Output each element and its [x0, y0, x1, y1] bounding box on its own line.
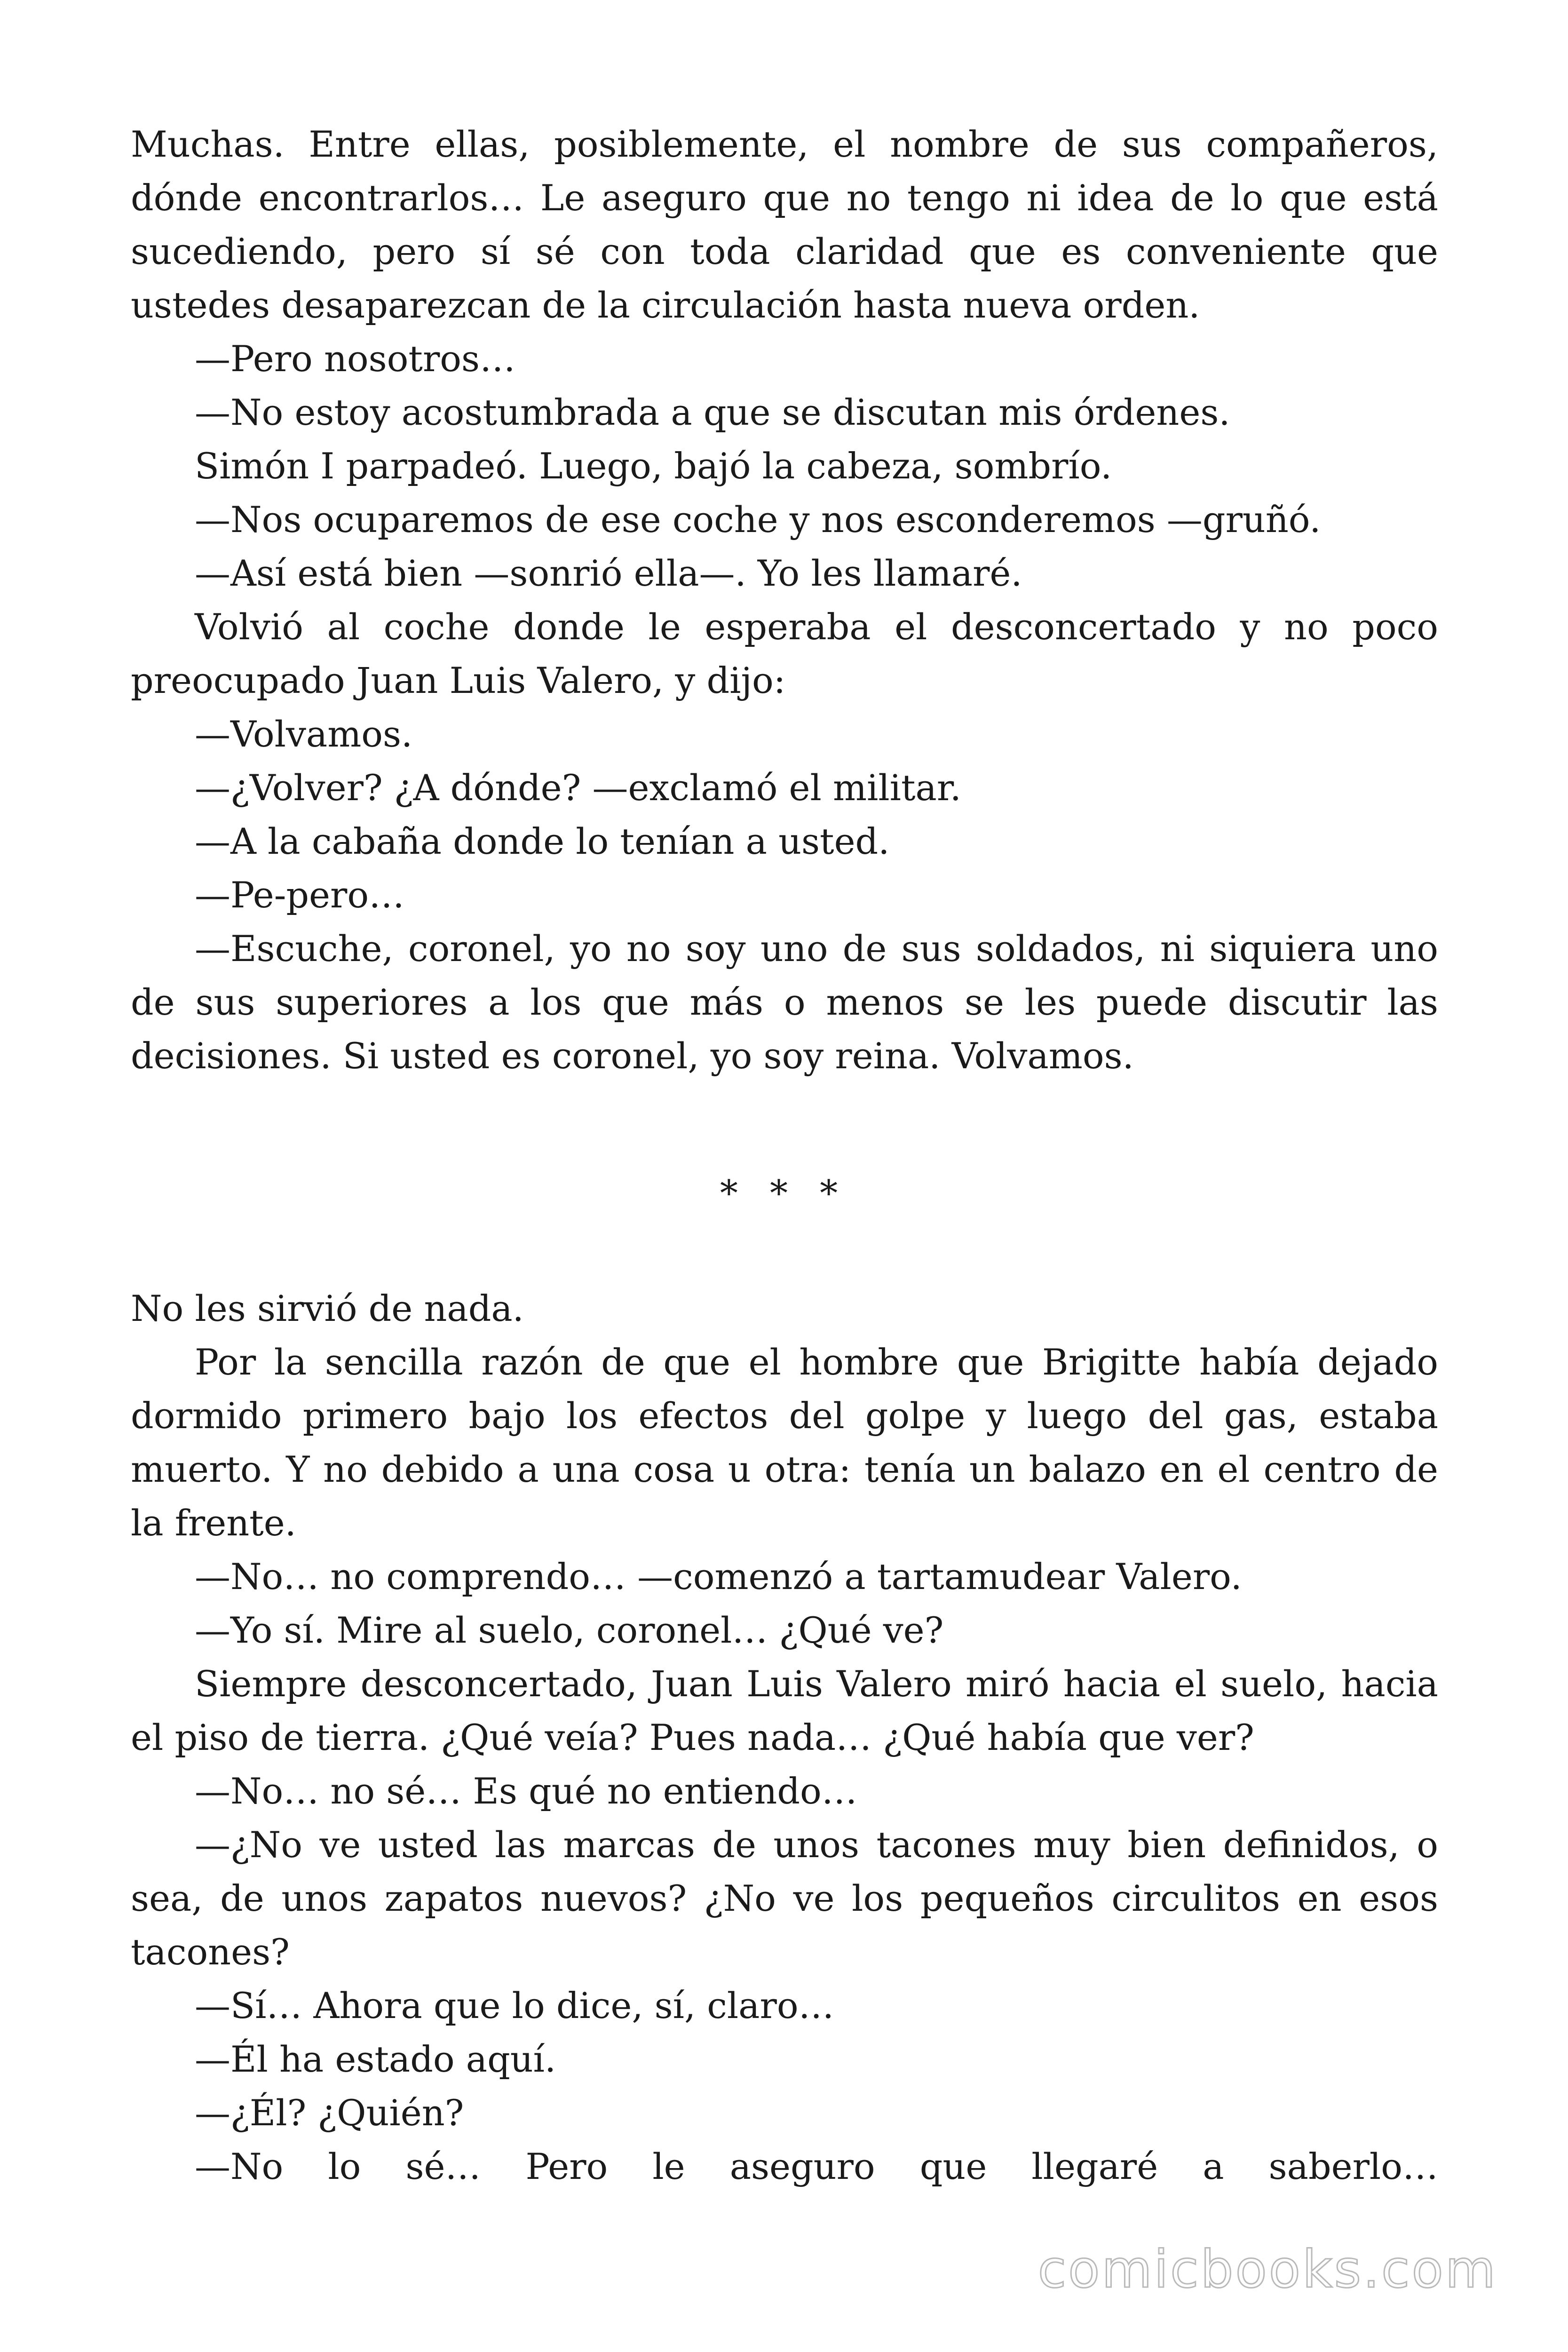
scene-break-separator: * * *: [720, 1172, 848, 1214]
dialogue-line: —¿No ve usted las marcas de unos tacones muy bien definidos, o sea, de unos zapatos nuevos? ¿No ve los pequeños circulitos en esos tacones?: [131, 1824, 1438, 1973]
dialogue-line: —¿Él? ¿Quién?: [195, 2092, 464, 2134]
watermark-logo: comicbooks.com: [1037, 2239, 1497, 2299]
paragraph: Volvió al coche donde le esperaba el desconcertado y no poco preocupado Juan Luis Valero, y dijo:: [131, 606, 1438, 701]
dialogue-line: —Escuche, coronel, yo no soy uno de sus soldados, ni siquiera uno de sus superiores a los que más o menos se les puede discutir las decisiones. Si usted es coronel, yo soy reina. Volvamos.: [131, 928, 1438, 1077]
dialogue-line: —Pe-pero…: [195, 874, 405, 916]
dialogue-line: —Sí… Ahora que lo dice, sí, claro…: [195, 1985, 834, 2026]
dialogue-line: —Volvamos.: [195, 713, 413, 755]
text-section-one: [131, 118, 1438, 1083]
dialogue-line: —A la cabaña donde lo tenían a usted.: [195, 820, 890, 862]
dialogue-line: —Nos ocuparemos de ese coche y nos esconderemos —gruñó.: [195, 499, 1321, 540]
paragraph: Simón I parpadeó. Luego, bajó la cabeza, sombrío.: [195, 445, 1112, 487]
paragraph: Siempre desconcertado, Juan Luis Valero miró hacia el suelo, hacia el piso de tierra. ¿Qué veía? Pues nada… ¿Qué había que ver?: [131, 1663, 1438, 1758]
dialogue-line: —Él ha estado aquí.: [195, 2038, 556, 2080]
dialogue-line: —No… no comprendo… —comenzó a tartamudear Valero.: [195, 1556, 1242, 1597]
dialogue-line: —Pero nosotros…: [195, 338, 516, 380]
text-section-two: [131, 1282, 1438, 2193]
dialogue-line: —Así está bien —sonrió ella—. Yo les llamaré.: [195, 552, 1022, 594]
dialogue-line: —¿Volver? ¿A dónde? —exclamó el militar.: [195, 767, 961, 809]
dialogue-line: —No estoy acostumbrada a que se discutan mis órdenes.: [195, 391, 1230, 433]
paragraph: No les sirvió de nada.: [131, 1287, 524, 1329]
dialogue-line: —Yo sí. Mire al suelo, coronel… ¿Qué ve?: [195, 1609, 944, 1651]
paragraph: Muchas. Entre ellas, posiblemente, el nombre de sus compañeros, dónde encontrarlos… Le aseguro que no tengo ni idea de lo que está sucediendo, pero sí sé con toda claridad que es conveniente que ustedes desaparezcan de la circulación hasta nueva orden.: [131, 123, 1438, 326]
paragraph: Por la sencilla razón de que el hombre que Brigitte había dejado dormido primero bajo los efectos del golpe y luego del gas, estaba muerto. Y no debido a una cosa u otra: tenía un balazo en el centro de la frente.: [131, 1341, 1438, 1544]
dialogue-line: —No lo sé… Pero le aseguro que llegaré a saberlo…: [195, 2145, 1438, 2187]
dialogue-line: —No… no sé… Es qué no entiendo…: [195, 1770, 857, 1812]
